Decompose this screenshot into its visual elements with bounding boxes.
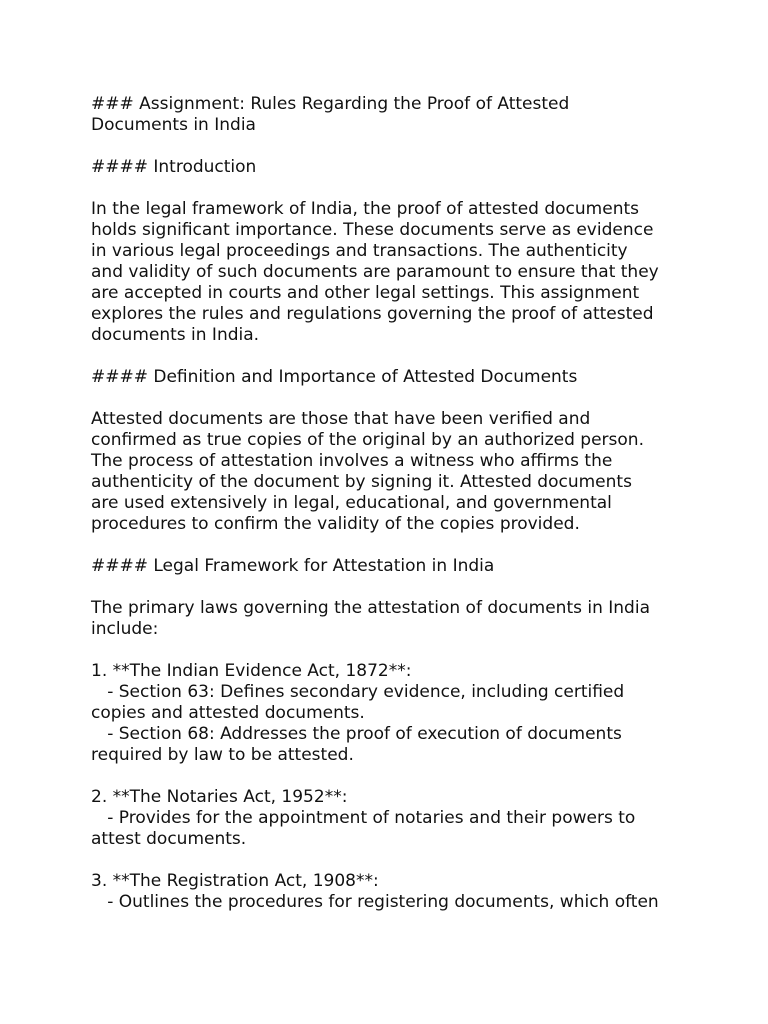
paragraph-line: and validity of such documents are paramount to ensure that they (91, 262, 659, 282)
paragraph-line: confirmed as true copies of the original by an authorized person. (91, 430, 644, 450)
list-item-evidence-act (91, 661, 691, 766)
title-line: ### Assignment: Rules Regarding the Proof of Attested (91, 94, 570, 114)
list-line: - Provides for the appointment of notaries and their powers to (91, 808, 636, 828)
intro-paragraph (91, 199, 691, 346)
paragraph-line: The process of attestation involves a witness who affirms the (91, 451, 613, 471)
paragraph-line: In the legal framework of India, the proof of attested documents (91, 199, 639, 219)
list-line: required by law to be attested. (91, 745, 354, 765)
framework-intro (91, 598, 691, 640)
paragraph-line: in various legal proceedings and transactions. The authenticity (91, 241, 628, 261)
paragraph-line: procedures to confirm the validity of the copies provided. (91, 514, 580, 534)
paragraph-line: explores the rules and regulations governing the proof of attested (91, 304, 654, 324)
framework-heading: #### Legal Framework for Attestation in India (91, 556, 495, 576)
list-line: attest documents. (91, 829, 247, 849)
definition-heading: #### Definition and Importance of Attested Documents (91, 367, 578, 387)
paragraph-line: documents in India. (91, 325, 260, 345)
document-title (91, 94, 691, 136)
paragraph-line: Attested documents are those that have been verified and (91, 409, 591, 429)
paragraph-line: The primary laws governing the attestation of documents in India (91, 598, 650, 618)
intro-heading: #### Introduction (91, 157, 257, 177)
list-line: copies and attested documents. (91, 703, 365, 723)
list-item-notaries-act (91, 787, 691, 850)
paragraph-line: holds significant importance. These documents serve as evidence (91, 220, 654, 240)
list-line: - Section 68: Addresses the proof of execution of documents (91, 724, 622, 744)
document-page (91, 94, 691, 913)
paragraph-line: include: (91, 619, 159, 639)
paragraph-line: are used extensively in legal, educational, and governmental (91, 493, 612, 513)
list-line: - Outlines the procedures for registering documents, which often (91, 892, 659, 912)
list-line: 3. **The Registration Act, 1908**: (91, 871, 379, 891)
list-line: 1. **The Indian Evidence Act, 1872**: (91, 661, 412, 681)
definition-paragraph (91, 409, 691, 535)
paragraph-line: authenticity of the document by signing it. Attested documents (91, 472, 632, 492)
title-line: Documents in India (91, 115, 256, 135)
list-line: - Section 63: Defines secondary evidence, including certified (91, 682, 625, 702)
list-item-registration-act (91, 871, 691, 913)
paragraph-line: are accepted in courts and other legal settings. This assignment (91, 283, 640, 303)
list-line: 2. **The Notaries Act, 1952**: (91, 787, 348, 807)
